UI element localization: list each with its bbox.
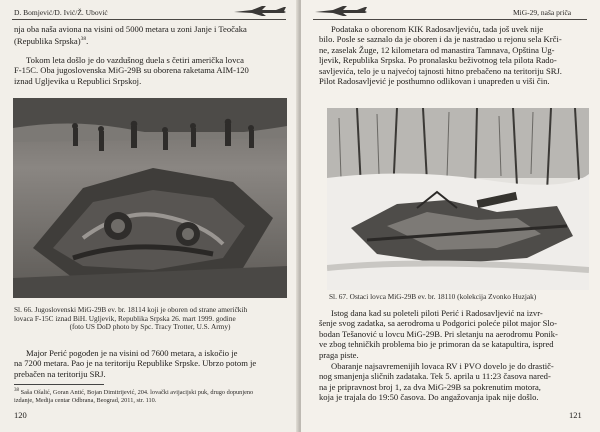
right-p1-line-5: savljevića, telo je u najvećoj tajnosti hitno prebačeno na teritoriju SRJ. xyxy=(319,65,562,76)
left-p2-line-1: Tokom leta došlo je do vazdušnog duela s četiri američka lovca xyxy=(26,55,244,65)
left-footnote-line-2: izdanje, Medija centar Odbrana, Beograd, 2011, str. 110. xyxy=(14,396,157,404)
left-header-rule xyxy=(12,19,286,20)
left-running-header: D. Bomjević/D. Ivić/Ž. Ubović xyxy=(14,8,108,17)
right-page xyxy=(301,0,600,432)
right-p2-line-3: bodan Tešanović u lovcu MiG-29B. Pri sletanju na aerodromu Ponik- xyxy=(319,328,558,339)
left-p1-line-2 xyxy=(14,34,286,46)
left-photo-caption xyxy=(14,306,286,332)
left-caption-line-1: Sl. 66. Jugoslovenski MiG-29B ev. br. 18114 koji je oboren od strane američkih xyxy=(14,305,248,314)
left-p3-line-1: Major Perić pogođen je na visini od 7600 metara, a iskočio je xyxy=(26,348,238,358)
right-p3-line-1: Obaranje najsavremenijih lovaca RV i PVO dovelo je do drastič- xyxy=(331,361,554,371)
left-photo-wreckage xyxy=(13,98,287,298)
right-caption-line-1: Sl. 67. Ostaci lovca MiG-29B ev. br. 18110 (kolekcija Zvonko Huzjak) xyxy=(329,292,537,301)
right-paragraph-2 xyxy=(319,308,585,360)
right-photo-wreckage xyxy=(327,108,589,290)
right-p1-line-3: ne, zaselak Žuge, 12 kilometara od manastira Tamnava, Opština Ug- xyxy=(319,44,555,55)
right-p3-line-2: nog smanjenja sličnih zadataka. Tek 5. aprila u 11:23 časova nared- xyxy=(319,371,551,382)
right-jet-silhouette-icon xyxy=(313,4,369,18)
right-paragraph-3 xyxy=(319,361,585,403)
left-footnote-number: 38 xyxy=(14,388,19,393)
right-p1-line-2: bilo. Posle se saznalo da je oboren i da je nastradao u rejonu sela Krči- xyxy=(319,34,562,45)
right-p2-line-2: šenje svog zadatka, sa aerodroma u Podgorici poleće pilot major Slo- xyxy=(319,318,557,329)
left-p2-line-3: iznad Ugljevika u Republici Srpskoj. xyxy=(14,75,142,86)
left-p3-line-3: prebačen na teritoriju SRJ. xyxy=(14,368,106,379)
left-jet-silhouette-icon xyxy=(232,4,288,18)
right-p2-line-4: ve zbog tehničkih problema bio je primoran da se katapultira, ispred xyxy=(319,339,554,350)
right-p1-line-6: Pilot Radosavljević je posthumno odlikovan i unapređen u viši čin. xyxy=(319,76,550,87)
right-header-rule xyxy=(313,19,587,20)
left-caption-line-3: (foto US DoD photo by Spc. Tracy Trotter, U.S. Army) xyxy=(69,322,231,332)
snow-wreckage-photo-graphic xyxy=(327,108,589,290)
right-page-number: 121 xyxy=(569,410,582,420)
left-p1-line-2-text: (Republika Srpska) xyxy=(14,36,81,47)
left-paragraph-1 xyxy=(14,24,286,47)
right-photo-caption xyxy=(329,293,591,302)
left-p1-line-1: nja oba naša aviona na visini od 5000 metara u zoni Janje i Teočaka xyxy=(14,24,247,34)
right-p3-line-3: na je pripravnost broj 1, za dva MiG-29B sa pokrenutim motora, xyxy=(319,381,541,392)
left-footnote-text-1: Saša Ošalić, Goran Antić, Bojan Dimitrijević, 204. lovački avijacijski puk, drugo dopunjeno xyxy=(20,389,254,397)
right-p1-line-1: Podataka o oborenom KIK Radosavljeviću, tada još uvek nije xyxy=(331,24,544,34)
left-page xyxy=(0,0,299,432)
left-footnote-rule xyxy=(14,384,104,385)
left-footnote xyxy=(14,387,288,404)
right-p1-line-4: ljevik, Republika Srpska. Po pronalasku beživotnog tela pilota Rado- xyxy=(319,55,557,66)
right-running-header: MiG-29, naša priča xyxy=(513,8,572,17)
left-p2-line-2: F-15C. Oba jugoslovenska MiG-29B su oborena raketama AIM-120 xyxy=(14,65,249,76)
left-page-number: 120 xyxy=(14,410,27,420)
left-p1-end: . xyxy=(86,36,89,47)
right-p2-line-5: praga piste. xyxy=(319,349,359,360)
left-paragraph-2 xyxy=(14,55,286,86)
right-p2-line-1: Istog dana kad su poleteli piloti Perić i Radosavljević na izvr- xyxy=(331,308,543,318)
left-p3-line-2: na 7200 metara. Pao je na teritoriju Republike Srpske. Ubrzo potom je xyxy=(14,358,257,369)
right-p3-line-4: koja je trajala do 19:50 časova. Do angažovanja ipak nije došlo. xyxy=(319,392,539,403)
left-footnote-line-1 xyxy=(14,387,288,397)
left-caption-line-2: lovaca F-15C iznad BiH. Ugljevik, Republika Srpska 26. mart 1999. godine xyxy=(14,313,236,323)
wreckage-photo-graphic xyxy=(13,98,287,298)
right-paragraph-1 xyxy=(319,24,585,86)
left-paragraph-3 xyxy=(14,348,286,379)
left-footnote-ref: 38 xyxy=(80,36,87,43)
